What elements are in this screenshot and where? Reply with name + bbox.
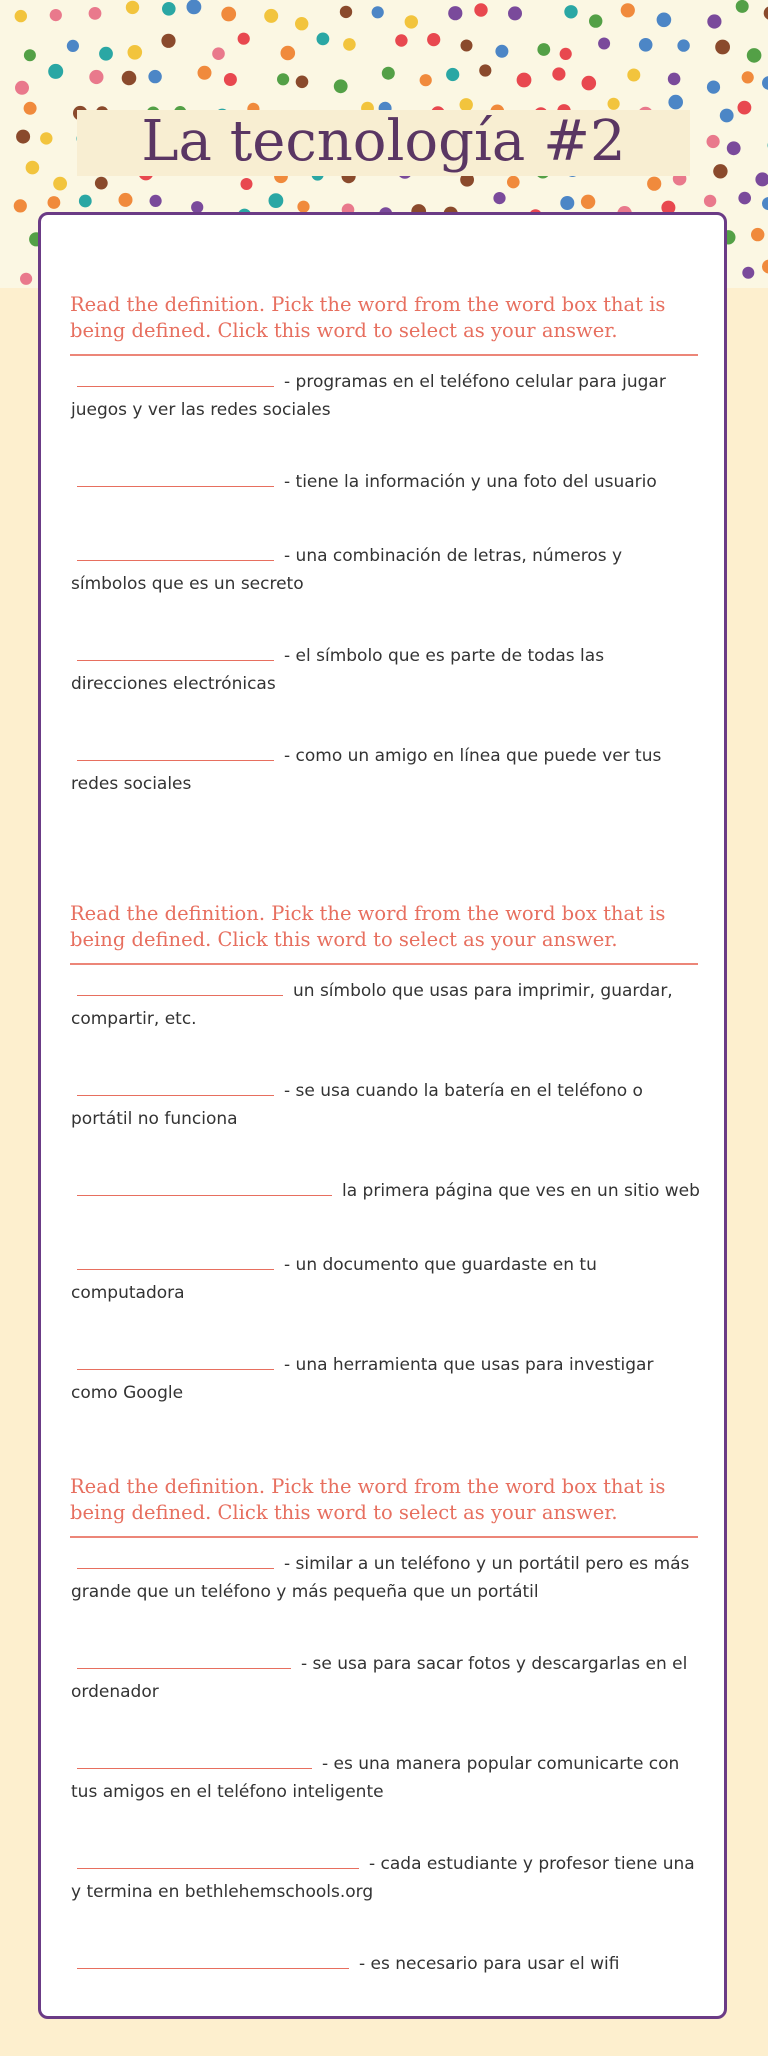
confetti-dot — [627, 69, 640, 82]
question-1 — [71, 368, 701, 424]
confetti-dot — [446, 68, 459, 81]
confetti-dot — [738, 192, 751, 205]
question-text: un símbolo que usas para imprimir, guardar, compartir, etc. — [71, 981, 673, 1029]
confetti-dot — [495, 45, 508, 58]
confetti-dot — [727, 141, 741, 155]
confetti-dot — [99, 47, 113, 61]
confetti-dot — [89, 70, 103, 84]
confetti-dot — [742, 71, 754, 83]
confetti-dot — [537, 43, 550, 56]
answer-blank[interactable] — [77, 977, 283, 996]
confetti-dot — [334, 79, 348, 93]
confetti-dot — [677, 39, 689, 51]
confetti-dot — [764, 6, 768, 20]
question-9 — [71, 1251, 701, 1307]
confetti-dot — [747, 48, 762, 63]
question-text: - cada estudiante y profesor tiene una y termina en bethlehemschools.org — [71, 1854, 695, 1902]
answer-blank[interactable] — [77, 1850, 359, 1869]
confetti-dot — [461, 40, 473, 52]
answer-blank[interactable] — [77, 1351, 274, 1370]
confetti-dot — [340, 6, 352, 18]
section-1-instruction: Read the definition. Pick the word from the word box that is being defined. Click this word to select as your answer. — [70, 292, 698, 356]
confetti-dot — [707, 81, 720, 94]
confetti-dot — [517, 73, 532, 88]
confetti-dot — [589, 14, 602, 27]
question-14 — [71, 1850, 701, 1906]
confetti-dot — [564, 5, 577, 18]
answer-blank[interactable] — [77, 1950, 349, 1969]
answer-blank[interactable] — [77, 742, 274, 761]
confetti-dot — [560, 196, 574, 210]
question-3 — [71, 542, 701, 598]
answer-blank[interactable] — [77, 1650, 291, 1669]
question-text: - una combinación de letras, números y símbolos que es un secreto — [71, 546, 623, 594]
question-text: - programas en el teléfono celular para jugar juegos y ver las redes sociales — [71, 372, 666, 420]
confetti-dot — [50, 9, 62, 21]
question-8 — [71, 1177, 701, 1205]
confetti-dot — [395, 34, 407, 46]
confetti-dot — [755, 172, 768, 186]
confetti-dot — [720, 109, 734, 123]
confetti-dot — [621, 3, 635, 17]
question-text: - como un amigo en línea que puede ver tus redes sociales — [71, 746, 662, 794]
confetti-dot — [372, 6, 384, 18]
confetti-dot — [713, 164, 727, 178]
confetti-dot — [15, 81, 29, 95]
confetti-dot — [238, 33, 250, 45]
confetti-dot — [762, 76, 768, 90]
confetti-dot — [317, 33, 330, 46]
confetti-dot — [119, 193, 133, 207]
confetti-dot — [552, 67, 565, 80]
confetti-dot — [20, 273, 32, 285]
confetti-dot — [187, 0, 202, 14]
question-text: - es necesario para usar el wifi — [359, 1954, 620, 1974]
question-text: - una herramienta que usas para investigar como Google — [71, 1355, 654, 1403]
question-4 — [71, 642, 701, 698]
confetti-dot — [560, 48, 572, 60]
confetti-dot — [48, 64, 63, 79]
confetti-dot — [508, 6, 522, 20]
question-6 — [71, 977, 701, 1033]
confetti-dot — [493, 192, 505, 204]
answer-blank[interactable] — [77, 1550, 274, 1569]
question-12 — [71, 1650, 701, 1706]
confetti-dot — [405, 15, 418, 28]
confetti-dot — [126, 1, 139, 14]
confetti-dot — [736, 0, 749, 13]
confetti-dot — [704, 195, 716, 207]
confetti-dot — [221, 7, 236, 22]
confetti-dot — [24, 102, 37, 115]
question-11 — [71, 1550, 701, 1606]
confetti-dot — [281, 46, 296, 61]
confetti-dot — [16, 130, 30, 144]
confetti-dot — [738, 101, 752, 115]
confetti-dot — [212, 47, 225, 60]
page-title: La tecnología #2 — [141, 109, 626, 174]
confetti-dot — [657, 12, 672, 27]
confetti-dot — [762, 197, 768, 210]
confetti-dot — [296, 76, 309, 89]
question-15 — [71, 1950, 701, 1978]
confetti-dot — [751, 228, 764, 241]
confetti-dot — [89, 7, 102, 20]
confetti-dot — [53, 177, 67, 191]
confetti-dot — [269, 193, 284, 208]
confetti-dot — [79, 195, 92, 208]
confetti-dot — [707, 135, 720, 148]
confetti-dot — [707, 14, 721, 28]
answer-blank[interactable] — [77, 468, 274, 487]
confetti-dot — [264, 9, 278, 23]
confetti-dot — [67, 40, 79, 52]
confetti-dot — [128, 45, 143, 60]
confetti-dot — [26, 161, 40, 175]
confetti-dot — [122, 71, 137, 86]
question-text: - un documento que guardaste en tu computadora — [71, 1255, 597, 1303]
question-text: - se usa cuando la batería en el teléfono o portátil no funciona — [71, 1081, 643, 1129]
question-10 — [71, 1351, 701, 1407]
answer-blank[interactable] — [77, 1750, 312, 1769]
question-text: - es una manera popular comunicarte con tus amigos en el teléfono inteligente — [71, 1754, 680, 1802]
question-text: la primera página que ves en un sitio web — [342, 1181, 700, 1201]
confetti-dot — [448, 6, 462, 20]
confetti-dot — [224, 73, 237, 86]
confetti-dot — [148, 70, 161, 83]
section-2-instruction: Read the definition. Pick the word from the word box that is being defined. Click this word to select as your answer. — [70, 901, 698, 965]
confetti-dot — [742, 267, 754, 279]
confetti-dot — [14, 199, 27, 212]
confetti-dot — [382, 67, 395, 80]
confetti-dot — [162, 2, 176, 16]
confetti-dot — [762, 260, 768, 274]
confetti-dot — [420, 74, 432, 86]
confetti-dot — [150, 195, 162, 207]
question-text: - el símbolo que es parte de todas las direcciones electrónicas — [71, 646, 605, 694]
question-text: - similar a un teléfono y un portátil pero es más grande que un teléfono y más pequeña que un portátil — [71, 1554, 690, 1602]
confetti-dot — [581, 195, 595, 209]
section-3-instruction: Read the definition. Pick the word from the word box that is being defined. Click this word to select as your answer. — [70, 1474, 698, 1538]
confetti-dot — [161, 34, 175, 48]
confetti-dot — [40, 132, 52, 144]
answer-blank[interactable] — [77, 1251, 274, 1270]
question-2 — [71, 468, 701, 496]
confetti-dot — [582, 76, 597, 91]
confetti-dot — [24, 49, 36, 61]
question-7 — [71, 1077, 701, 1133]
answer-blank[interactable] — [77, 1077, 274, 1096]
confetti-dot — [48, 196, 61, 209]
confetti-dot — [277, 73, 289, 85]
confetti-dot — [427, 33, 440, 46]
confetti-dot — [198, 66, 212, 80]
answer-blank[interactable] — [77, 368, 274, 387]
question-text: - se usa para sacar fotos y descargarlas en el ordenador — [71, 1654, 688, 1702]
confetti-dot — [343, 38, 356, 51]
answer-blank[interactable] — [77, 542, 274, 561]
confetti-dot — [15, 10, 27, 22]
confetti-dot — [479, 64, 491, 76]
confetti-dot — [639, 38, 653, 52]
question-5 — [71, 742, 701, 798]
confetti-dot — [474, 3, 487, 16]
confetti-dot — [297, 201, 309, 213]
confetti-dot — [598, 38, 610, 50]
question-13 — [71, 1750, 701, 1806]
question-text: - tiene la información y una foto del usuario — [284, 472, 657, 492]
confetti-dot — [715, 40, 730, 55]
confetti-dot — [668, 73, 681, 86]
confetti-dot — [295, 17, 308, 30]
answer-blank[interactable] — [77, 642, 274, 661]
answer-blank[interactable] — [77, 1177, 332, 1196]
